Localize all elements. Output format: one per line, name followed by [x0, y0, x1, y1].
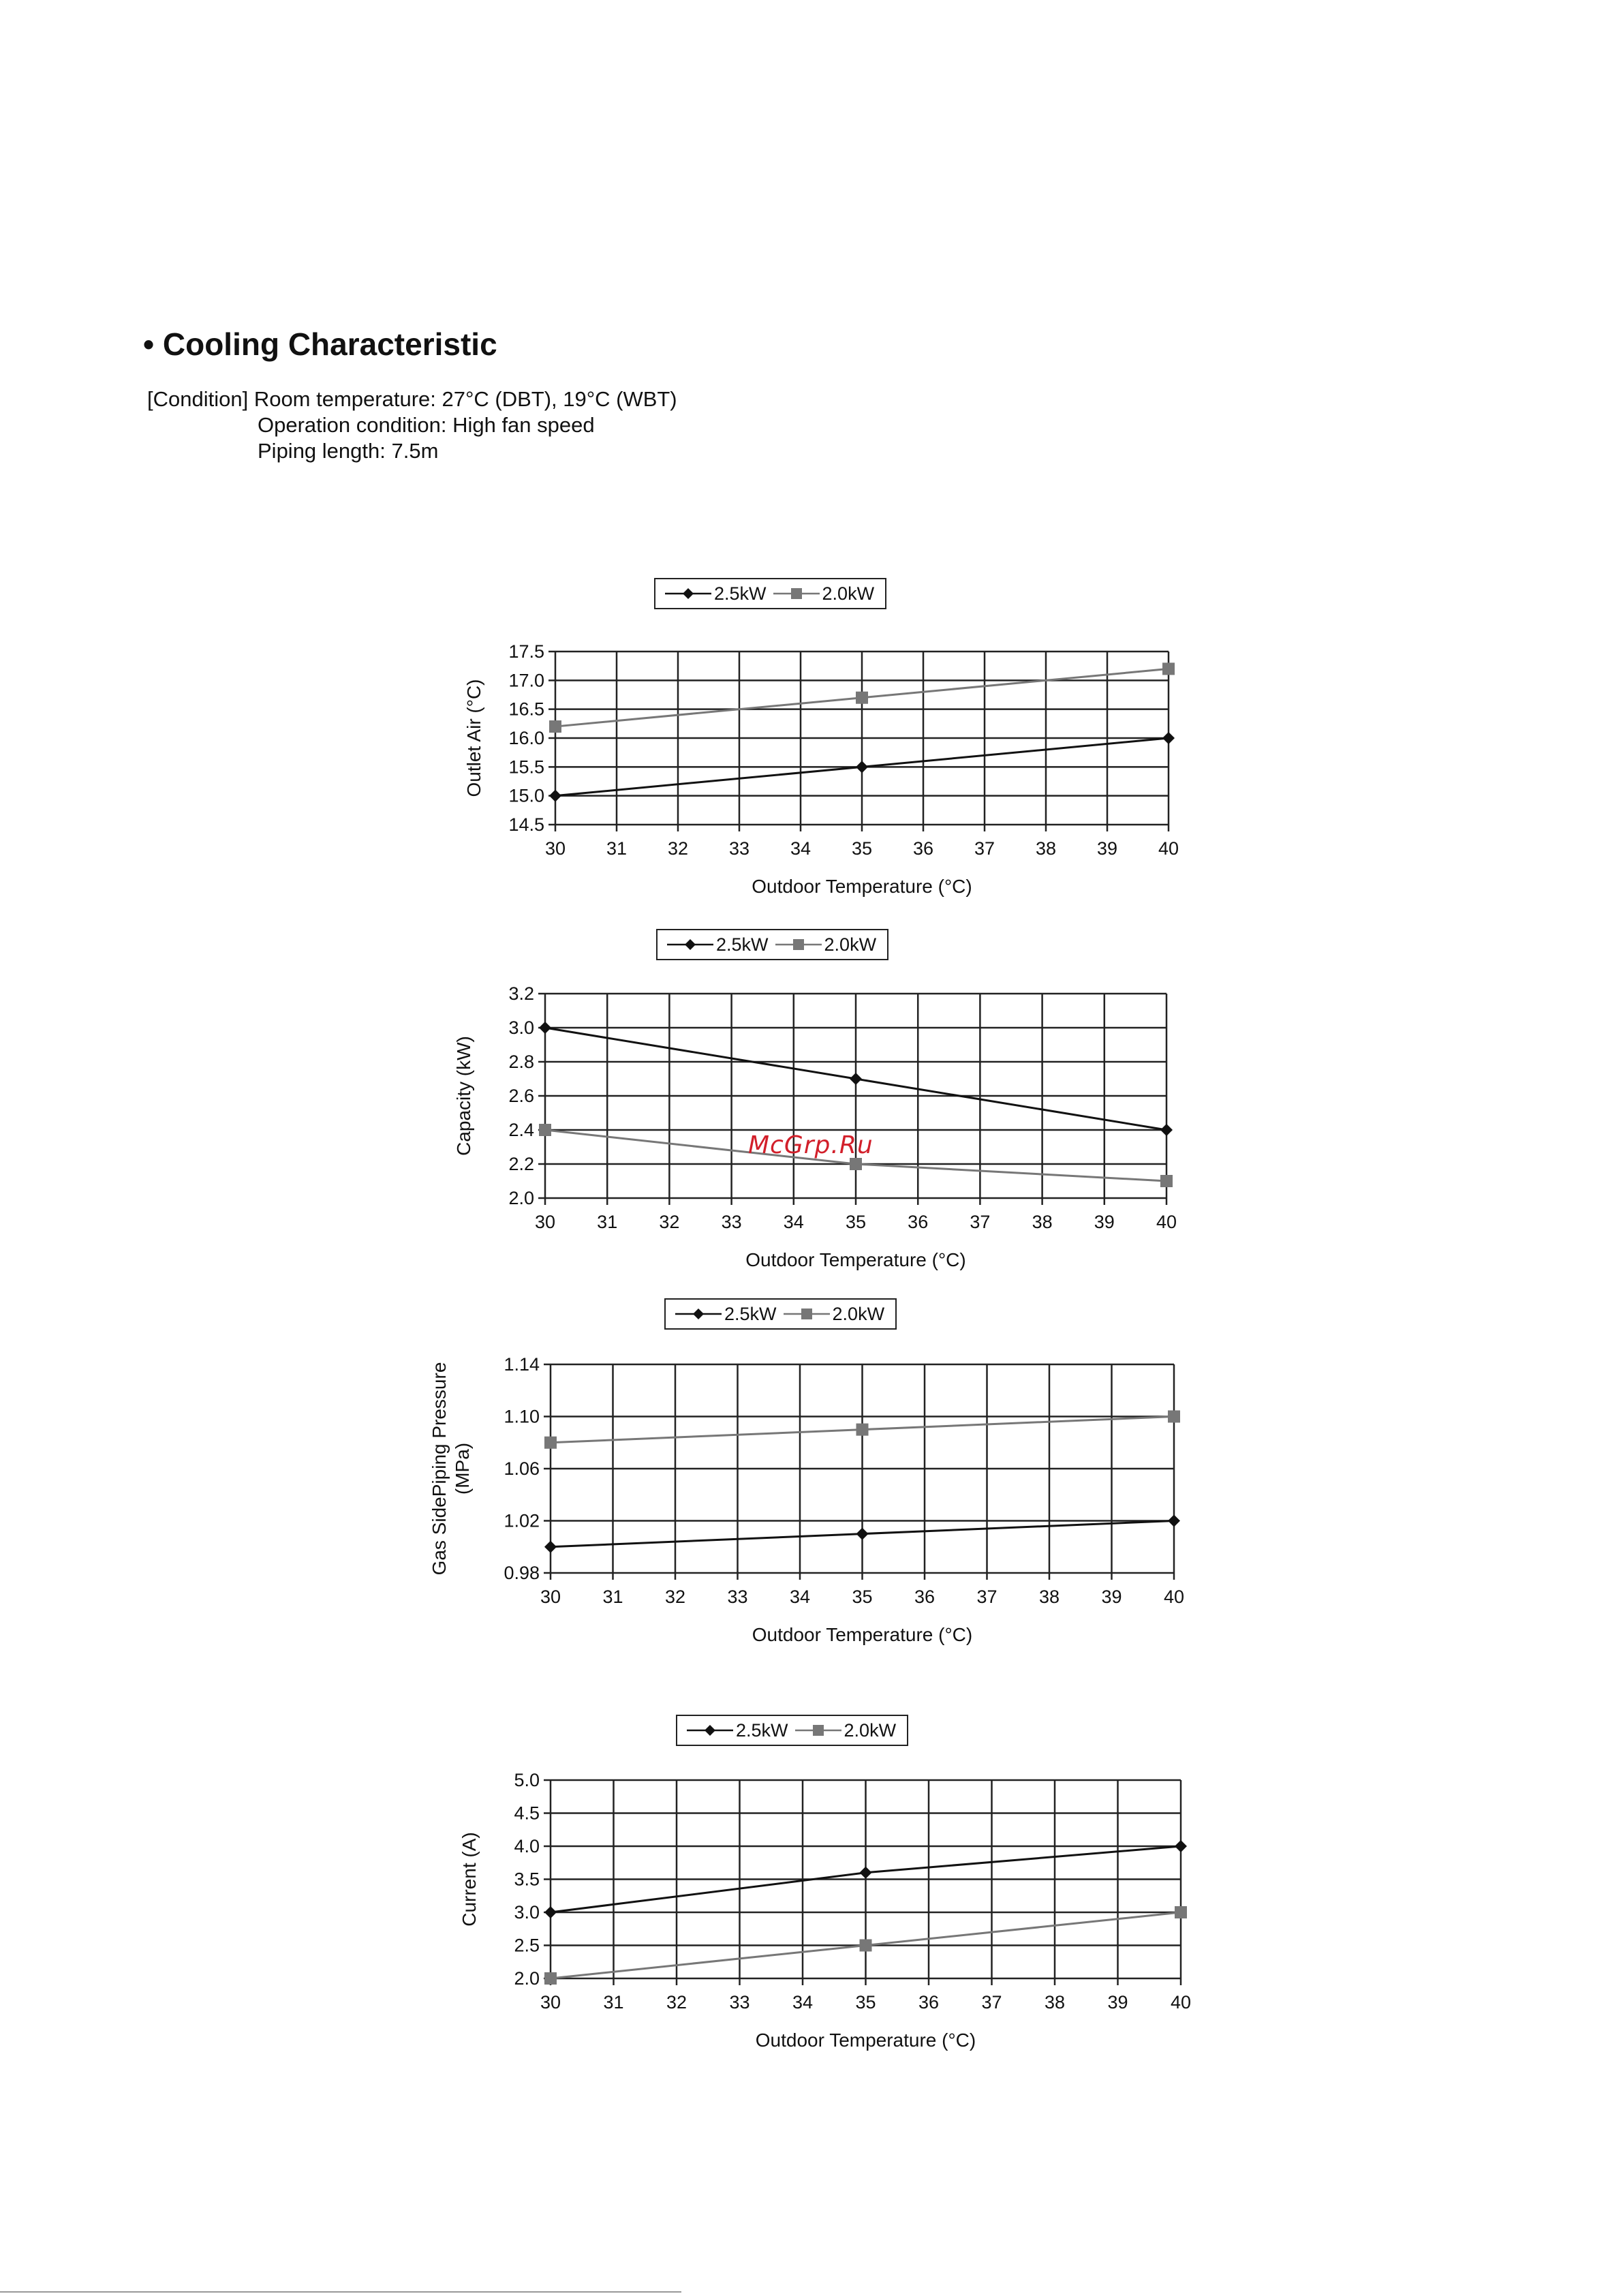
x-tick-label: 39	[1107, 1992, 1128, 2012]
y-tick-label: 1.06	[504, 1458, 540, 1479]
data-point	[544, 1906, 557, 1918]
x-axis-label: Outdoor Temperature (°C)	[755, 2030, 976, 2051]
condition-piping-length: Piping length: 7.5m	[258, 439, 439, 463]
data-point	[1175, 1906, 1187, 1918]
x-tick-label: 36	[918, 1992, 940, 2012]
data-point	[1175, 1840, 1187, 1852]
y-tick-label: 14.5	[508, 814, 544, 835]
y-tick-label: 15.5	[508, 756, 544, 778]
y-tick-label: 2.4	[508, 1120, 534, 1140]
x-tick-label: 34	[783, 1212, 804, 1232]
y-tick-label: 1.10	[504, 1406, 540, 1427]
condition-room-temperature: [Condition] Room temperature: 27°C (DBT), 19°C (WBT)	[147, 387, 677, 411]
x-tick-label: 34	[789, 1587, 811, 1607]
y-tick-label: 3.0	[508, 1017, 534, 1038]
x-tick-label: 32	[659, 1212, 680, 1232]
x-tick-label: 35	[852, 1587, 873, 1607]
x-tick-label: 37	[976, 1587, 998, 1607]
y-axis-label: Outlet Air (°C)	[463, 679, 484, 797]
x-tick-label: 35	[851, 838, 873, 859]
y-tick-label: 0.98	[504, 1563, 540, 1583]
x-tick-label: 30	[544, 838, 566, 859]
page-title: • Cooling Characteristic	[143, 326, 497, 362]
x-tick-label: 40	[1156, 1212, 1177, 1232]
y-tick-label: 4.5	[514, 1803, 540, 1824]
x-tick-label: 40	[1158, 838, 1179, 859]
x-tick-label: 37	[981, 1992, 1002, 2012]
x-tick-label: 33	[721, 1212, 742, 1232]
x-tick-label: 36	[914, 1587, 936, 1607]
data-point	[860, 1867, 872, 1879]
x-tick-label: 33	[728, 838, 750, 859]
x-tick-label: 40	[1170, 1992, 1192, 2012]
x-tick-label: 30	[540, 1587, 561, 1607]
legend-label: 2.5kW	[714, 583, 767, 604]
y-tick-label: 4.0	[514, 1836, 540, 1856]
x-tick-label: 35	[845, 1212, 867, 1232]
x-tick-label: 32	[666, 1992, 687, 2012]
condition-operation: Operation condition: High fan speed	[258, 413, 595, 437]
y-axis-label: Capacity (kW)	[453, 1036, 474, 1156]
y-tick-label: 1.02	[504, 1510, 540, 1531]
legend-label: 2.5kW	[736, 1719, 788, 1741]
x-tick-label: 32	[667, 838, 689, 859]
y-tick-label: 16.5	[508, 699, 544, 720]
watermark: McGrp.Ru	[748, 1131, 874, 1159]
x-tick-label: 33	[727, 1587, 748, 1607]
y-axis-label: Current (A)	[459, 1832, 480, 1927]
page-bottom-rule	[0, 2291, 681, 2293]
y-tick-label: 15.0	[508, 785, 544, 806]
y-tick-label: 3.2	[508, 983, 534, 1004]
x-tick-label: 34	[792, 1992, 814, 2012]
y-tick-label: 2.5	[514, 1935, 540, 1956]
y-tick-label: 2.8	[508, 1052, 534, 1072]
data-point	[860, 1940, 872, 1952]
legend-label: 2.0kW	[824, 934, 877, 955]
x-tick-label: 38	[1038, 1587, 1060, 1607]
x-tick-label: 36	[912, 838, 934, 859]
legend-label: 2.5kW	[716, 934, 769, 955]
x-tick-label: 30	[534, 1212, 556, 1232]
y-tick-label: 17.5	[508, 641, 544, 662]
legend-label: 2.0kW	[822, 583, 875, 604]
y-tick-label: 2.0	[508, 1188, 534, 1208]
x-tick-label: 39	[1096, 838, 1118, 859]
y-tick-label: 3.5	[514, 1869, 540, 1890]
x-tick-label: 37	[974, 838, 995, 859]
legend-label: 2.5kW	[724, 1303, 777, 1324]
x-tick-label: 39	[1101, 1587, 1122, 1607]
x-tick-label: 38	[1035, 838, 1057, 859]
x-tick-label: 31	[597, 1212, 618, 1232]
legend-label: 2.0kW	[844, 1719, 897, 1741]
x-tick-label: 36	[908, 1212, 929, 1232]
x-tick-label: 31	[602, 1587, 623, 1607]
x-tick-label: 38	[1032, 1212, 1053, 1232]
y-tick-label: 5.0	[514, 1770, 540, 1790]
x-tick-label: 31	[606, 838, 628, 859]
x-tick-label: 35	[855, 1992, 876, 2012]
x-axis-label: Outdoor Temperature (°C)	[745, 1249, 966, 1270]
y-tick-label: 2.6	[508, 1086, 534, 1106]
y-axis-label: (MPa)	[452, 1442, 473, 1495]
x-tick-label: 40	[1163, 1587, 1185, 1607]
x-tick-label: 39	[1094, 1212, 1115, 1232]
y-tick-label: 17.0	[508, 670, 544, 691]
legend-label: 2.0kW	[832, 1303, 885, 1324]
x-axis-label: Outdoor Temperature (°C)	[752, 1624, 973, 1645]
x-tick-label: 38	[1044, 1992, 1066, 2012]
x-tick-label: 32	[664, 1587, 686, 1607]
x-tick-label: 33	[729, 1992, 750, 2012]
y-axis-label: Gas SidePiping Pressure	[429, 1362, 450, 1576]
y-tick-label: 2.0	[514, 1968, 540, 1989]
y-tick-label: 2.2	[508, 1154, 534, 1174]
y-tick-label: 3.0	[514, 1902, 540, 1923]
x-tick-label: 37	[970, 1212, 991, 1232]
y-tick-label: 1.14	[504, 1354, 540, 1375]
y-tick-label: 16.0	[508, 728, 544, 748]
data-point	[544, 1972, 557, 1985]
x-tick-label: 34	[790, 838, 812, 859]
x-axis-label: Outdoor Temperature (°C)	[752, 876, 972, 897]
x-tick-label: 31	[603, 1992, 624, 2012]
x-tick-label: 30	[540, 1992, 561, 2012]
